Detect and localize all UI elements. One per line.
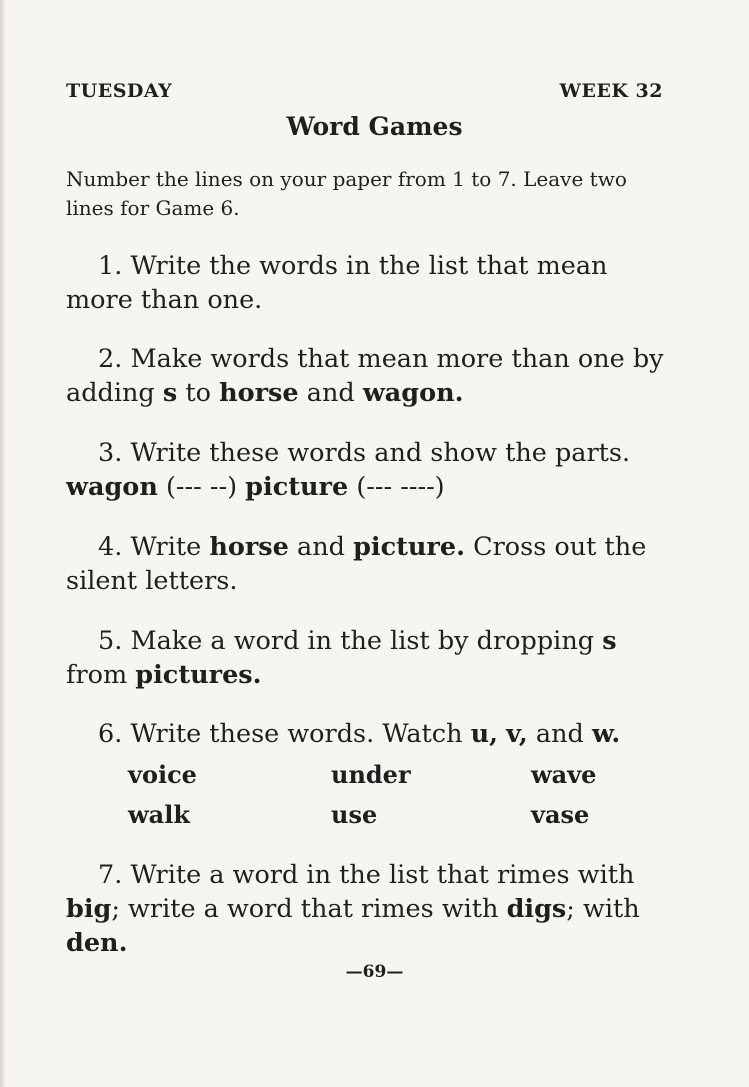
game-number: 6.	[98, 719, 123, 749]
game-text: ; write a word that rimes with	[111, 894, 499, 924]
game-5	[66, 624, 666, 692]
game-6	[66, 717, 666, 751]
bold-word: w.	[591, 719, 621, 749]
page-title: Word Games	[286, 112, 463, 141]
bold-word: big	[66, 894, 112, 924]
bold-word: wagon	[66, 472, 158, 502]
bold-word: den.	[66, 928, 128, 958]
day-header: TUESDAY	[66, 80, 173, 102]
word-row	[128, 755, 648, 795]
game-text: and	[297, 532, 345, 562]
intro-text: Number the lines on your paper from 1 to 7. Leave two lines for Game 6.	[66, 167, 627, 220]
game-number: 1.	[98, 251, 123, 281]
word-parts: (--- ----)	[356, 472, 445, 502]
word-row	[128, 795, 648, 835]
bold-word: u,	[470, 719, 499, 749]
game-text: Write these words. Watch	[130, 719, 463, 749]
bold-word: s	[602, 626, 617, 656]
bold-word: s	[162, 378, 178, 408]
game-text: and	[306, 378, 355, 408]
game-text: Write these words and show the parts.	[130, 438, 631, 468]
bold-word: v,	[506, 719, 528, 749]
game-text: to	[185, 378, 211, 408]
bold-word: horse	[219, 378, 299, 408]
bold-word: picture	[245, 472, 349, 502]
bold-word: digs	[506, 894, 567, 924]
game-number: 7.	[98, 860, 123, 890]
game-4	[66, 530, 666, 598]
list-word: walk	[128, 800, 190, 829]
bold-word: pictures.	[135, 660, 262, 690]
list-word: voice	[128, 760, 197, 789]
list-word: wave	[531, 760, 597, 789]
game-text: Make a word in the list by dropping	[130, 626, 595, 656]
game-number: 3.	[98, 438, 123, 468]
game-text: from	[66, 660, 128, 690]
game-text: Make words that mean more than one by adding	[66, 344, 664, 408]
game-number: 4.	[98, 532, 123, 562]
game-3	[66, 436, 666, 504]
game-text: ; with	[566, 894, 640, 924]
list-word: under	[331, 760, 411, 789]
game-text: Write a word in the list that rimes with	[130, 860, 635, 890]
game-text: Cross out the silent letters.	[66, 532, 647, 596]
page-edge	[0, 0, 6, 1087]
bold-word: horse	[209, 532, 289, 562]
word-list	[128, 755, 648, 835]
bold-word: picture.	[353, 532, 465, 562]
week-header: WEEK 32	[559, 80, 663, 102]
game-2	[66, 342, 666, 410]
game-text: and	[535, 719, 584, 749]
bold-word: wagon.	[362, 378, 464, 408]
game-1	[66, 249, 666, 317]
list-word: vase	[531, 800, 590, 829]
game-text: Write the words in the list that mean more than one.	[66, 251, 608, 315]
game-number: 2.	[98, 344, 123, 374]
word-parts: (--- --)	[165, 472, 238, 502]
game-number: 5.	[98, 626, 123, 656]
game-text: Write	[130, 532, 202, 562]
game-7	[66, 858, 666, 960]
page-number: —69—	[345, 962, 404, 982]
list-word: use	[331, 800, 378, 829]
